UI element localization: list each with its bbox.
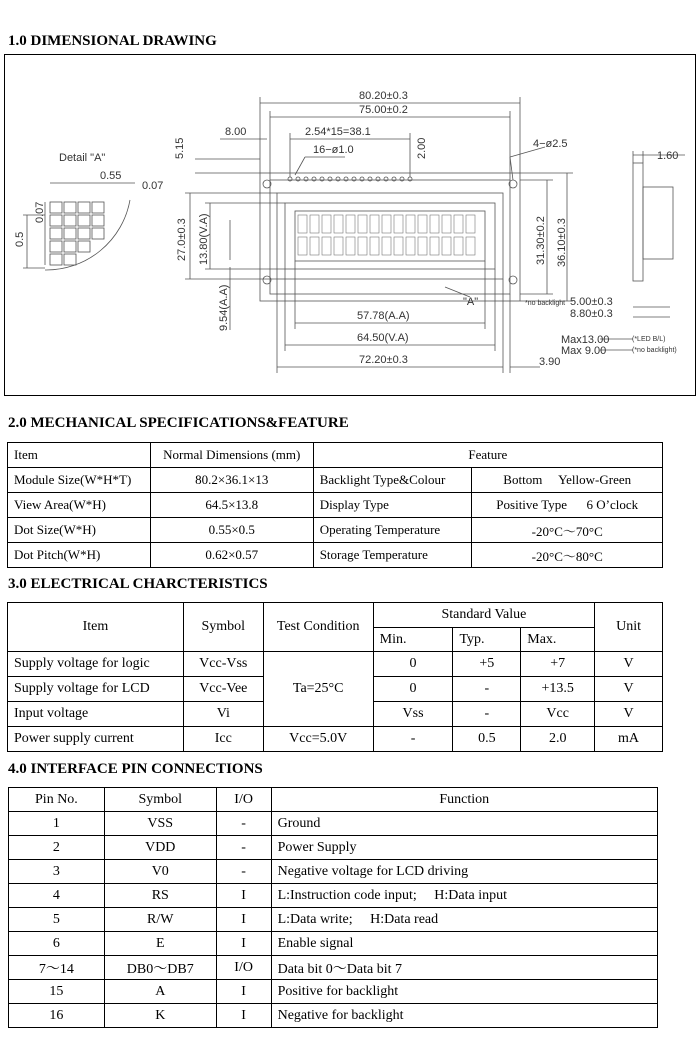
electrical-table: [7, 602, 663, 752]
pin-cell: 2: [9, 836, 105, 860]
dim-thickness: 1.60: [657, 150, 679, 162]
pin-cell: 1: [9, 812, 105, 836]
mech-header-dims: Normal Dimensions (mm): [150, 443, 313, 468]
elec-cell: Vi: [183, 702, 263, 727]
table-row: [8, 727, 663, 752]
elec-header-item: Item: [8, 603, 184, 652]
dimensional-drawing: [4, 54, 696, 396]
elec-cell: +7: [521, 652, 595, 677]
dim-max13: Max13.00: [561, 334, 610, 346]
no-backlight-note: *no backlight: [525, 300, 566, 307]
pin-cell: Negative for backlight: [271, 1004, 657, 1028]
mech-cell: 64.5×13.8: [150, 493, 313, 518]
elec-header-std: Standard Value: [373, 603, 594, 628]
pin-cell: DB0～DB7: [104, 956, 216, 980]
mech-cell: View Area(W*H): [8, 493, 151, 518]
elec-cell: Icc: [183, 727, 263, 752]
table-row: [8, 518, 663, 543]
pin-cell: VSS: [104, 812, 216, 836]
bezel-outline: [277, 193, 503, 279]
led-bl-note: (*LED B/L): [632, 336, 666, 343]
side-view-outline: [633, 163, 643, 281]
pin-cell: R/W: [104, 908, 216, 932]
dim-right-3-90: 3.90: [539, 356, 561, 368]
pin-cell: Positive for backlight: [271, 980, 657, 1004]
callout-a: "A": [463, 296, 479, 308]
table-row: [9, 1004, 658, 1028]
pin-cell: -: [216, 860, 271, 884]
pin-header-symbol: Symbol: [104, 788, 216, 812]
dim-h-9-54: 9.54(A.A): [218, 284, 230, 331]
table-row: [9, 836, 658, 860]
elec-cell: Vcc=5.0V: [263, 727, 373, 752]
mech-header-feature: Feature: [313, 443, 662, 468]
dim-h-27: 27.0±0.3: [176, 218, 188, 261]
elec-header-min: Min.: [373, 628, 453, 652]
mech-cell: Dot Size(W*H): [8, 518, 151, 543]
elec-cell: +5: [453, 652, 521, 677]
dim-w-overall: 80.20±0.3: [359, 90, 408, 102]
mech-cell: Dot Pitch(W*H): [8, 543, 151, 568]
elec-cell: V: [595, 702, 663, 727]
elec-cell: 0: [373, 677, 453, 702]
elec-cell: V: [595, 677, 663, 702]
dim-h-31-30: 31.30±0.2: [535, 216, 547, 265]
pin-cell: I: [216, 908, 271, 932]
pin-cell: -: [216, 836, 271, 860]
table-row: [8, 493, 663, 518]
mech-header-item: Item: [8, 443, 151, 468]
pin-cell: 15: [9, 980, 105, 1004]
elec-cell: 0.5: [453, 727, 521, 752]
mech-cell: Backlight Type&Colour: [313, 468, 472, 493]
mech-cell: -20°C～70°C: [472, 518, 663, 543]
pin-cell: I/O: [216, 956, 271, 980]
active-area-outline: [295, 211, 485, 261]
pin-cell: 5: [9, 908, 105, 932]
pin-cell: 7～14: [9, 956, 105, 980]
dim-bezel-width: 72.20±0.3: [359, 354, 408, 366]
dim-d-5-00: 5.00±0.3: [570, 296, 613, 308]
elec-cell: -: [453, 677, 521, 702]
dim-mount-holes: 4−ø2.5: [533, 138, 568, 150]
elec-cond-shared: Ta=25°C: [263, 652, 373, 727]
pin-cell: L:Data write; H:Data read: [271, 908, 657, 932]
elec-cell: Vss: [373, 702, 453, 727]
viewing-area-outline: [285, 203, 495, 269]
pin-cell: -: [216, 812, 271, 836]
mech-cell: Positive Type 6 O’clock: [472, 493, 663, 518]
dim-top-2-00: 2.00: [416, 137, 428, 159]
section-2-heading: 2.0 MECHANICAL SPECIFICATIONS&FEATURE: [8, 415, 349, 431]
table-row: [9, 860, 658, 884]
dim-top-5-15: 5.15: [174, 137, 186, 159]
dim-max9: Max 9.00: [561, 345, 607, 357]
pin-cell: L:Instruction code input; H:Data input: [271, 884, 657, 908]
elec-cell: Supply voltage for logic: [8, 652, 184, 677]
pin-cell: VDD: [104, 836, 216, 860]
elec-cell: 2.0: [521, 727, 595, 752]
elec-cell: V: [595, 652, 663, 677]
pin-header-io: I/O: [216, 788, 271, 812]
pin-cell: 6: [9, 932, 105, 956]
det-007b: 0.07: [34, 201, 46, 223]
mech-cell: Bottom Yellow-Green: [472, 468, 663, 493]
table-row: [9, 956, 658, 980]
dim-pins: 16−ø1.0: [313, 144, 354, 156]
elec-header-max: Max.: [521, 628, 595, 652]
section-1-heading: 1.0 DIMENSIONAL DRAWING: [8, 33, 217, 49]
elec-cell: 0: [373, 652, 453, 677]
table-row: [8, 468, 663, 493]
elec-header-symbol: Symbol: [183, 603, 263, 652]
mechanical-spec-table: [7, 442, 663, 568]
pin-cell: 16: [9, 1004, 105, 1028]
pin-table: [8, 787, 658, 1028]
pin-header-no: Pin No.: [9, 788, 105, 812]
dim-aa-width: 57.78(A.A): [357, 310, 410, 322]
pin-cell: Power Supply: [271, 836, 657, 860]
mech-cell: Operating Temperature: [313, 518, 472, 543]
dim-w-pcb: 75.00±0.2: [359, 104, 408, 116]
det-05: 0.5: [14, 231, 26, 247]
drawing-svg: [5, 55, 695, 395]
table-row: [9, 812, 658, 836]
pin-cell: Ground: [271, 812, 657, 836]
pin-cell: I: [216, 980, 271, 1004]
pin-cell: V0: [104, 860, 216, 884]
elec-cell: Input voltage: [8, 702, 184, 727]
pin-cell: I: [216, 1004, 271, 1028]
pin-header-function: Function: [271, 788, 657, 812]
dim-h-13-80: 13.80(V.A): [198, 213, 210, 265]
table-row: [8, 652, 663, 677]
dim-h-36-10: 36.10±0.3: [556, 218, 568, 267]
table-row: [9, 932, 658, 956]
mech-cell: 0.62×0.57: [150, 543, 313, 568]
mech-cell: -20°C～80°C: [472, 543, 663, 568]
pin-cell: RS: [104, 884, 216, 908]
pin-cell: K: [104, 1004, 216, 1028]
elec-cell: Power supply current: [8, 727, 184, 752]
elec-cell: -: [453, 702, 521, 727]
table-row: [8, 543, 663, 568]
dim-va-width: 64.50(V.A): [357, 332, 409, 344]
pin-cell: I: [216, 884, 271, 908]
pin-cell: A: [104, 980, 216, 1004]
det-055: 0.55: [100, 170, 122, 182]
elec-cell: Vcc: [521, 702, 595, 727]
elec-cell: Vcc-Vee: [183, 677, 263, 702]
elec-header-unit: Unit: [595, 603, 663, 652]
elec-cell: +13.5: [521, 677, 595, 702]
elec-cell: Supply voltage for LCD: [8, 677, 184, 702]
mech-cell: Storage Temperature: [313, 543, 472, 568]
pin-cell: 3: [9, 860, 105, 884]
table-row: [9, 884, 658, 908]
character-cells: [298, 215, 475, 255]
pin-cell: E: [104, 932, 216, 956]
elec-cell: -: [373, 727, 453, 752]
detail-a-label: Detail "A": [59, 152, 106, 164]
section-4-heading: 4.0 INTERFACE PIN CONNECTIONS: [8, 761, 263, 777]
elec-header-cond: Test Condition: [263, 603, 373, 652]
mech-cell: 0.55×0.5: [150, 518, 313, 543]
table-row: [9, 980, 658, 1004]
section-3-heading: 3.0 ELECTRICAL CHARCTERISTICS: [8, 576, 268, 592]
pin-cell: 4: [9, 884, 105, 908]
table-row: [9, 908, 658, 932]
pin-cell: Enable signal: [271, 932, 657, 956]
no-bl-note: (*no backlight): [632, 347, 677, 354]
pin-cell: I: [216, 932, 271, 956]
elec-cell: Vcc-Vss: [183, 652, 263, 677]
detail-a-grid: [23, 183, 135, 270]
dim-pin-pitch: 2.54*15=38.1: [305, 126, 371, 138]
det-007a: 0.07: [142, 180, 164, 192]
elec-cell: mA: [595, 727, 663, 752]
pin-cell: Data bit 0～Data bit 7: [271, 956, 657, 980]
dim-left-offset: 8.00: [225, 126, 247, 138]
elec-header-typ: Typ.: [453, 628, 521, 652]
dim-d-8-80: 8.80±0.3: [570, 308, 613, 320]
mech-cell: Display Type: [313, 493, 472, 518]
mech-cell: Module Size(W*H*T): [8, 468, 151, 493]
pin-cell: Negative voltage for LCD driving: [271, 860, 657, 884]
mech-cell: 80.2×36.1×13: [150, 468, 313, 493]
